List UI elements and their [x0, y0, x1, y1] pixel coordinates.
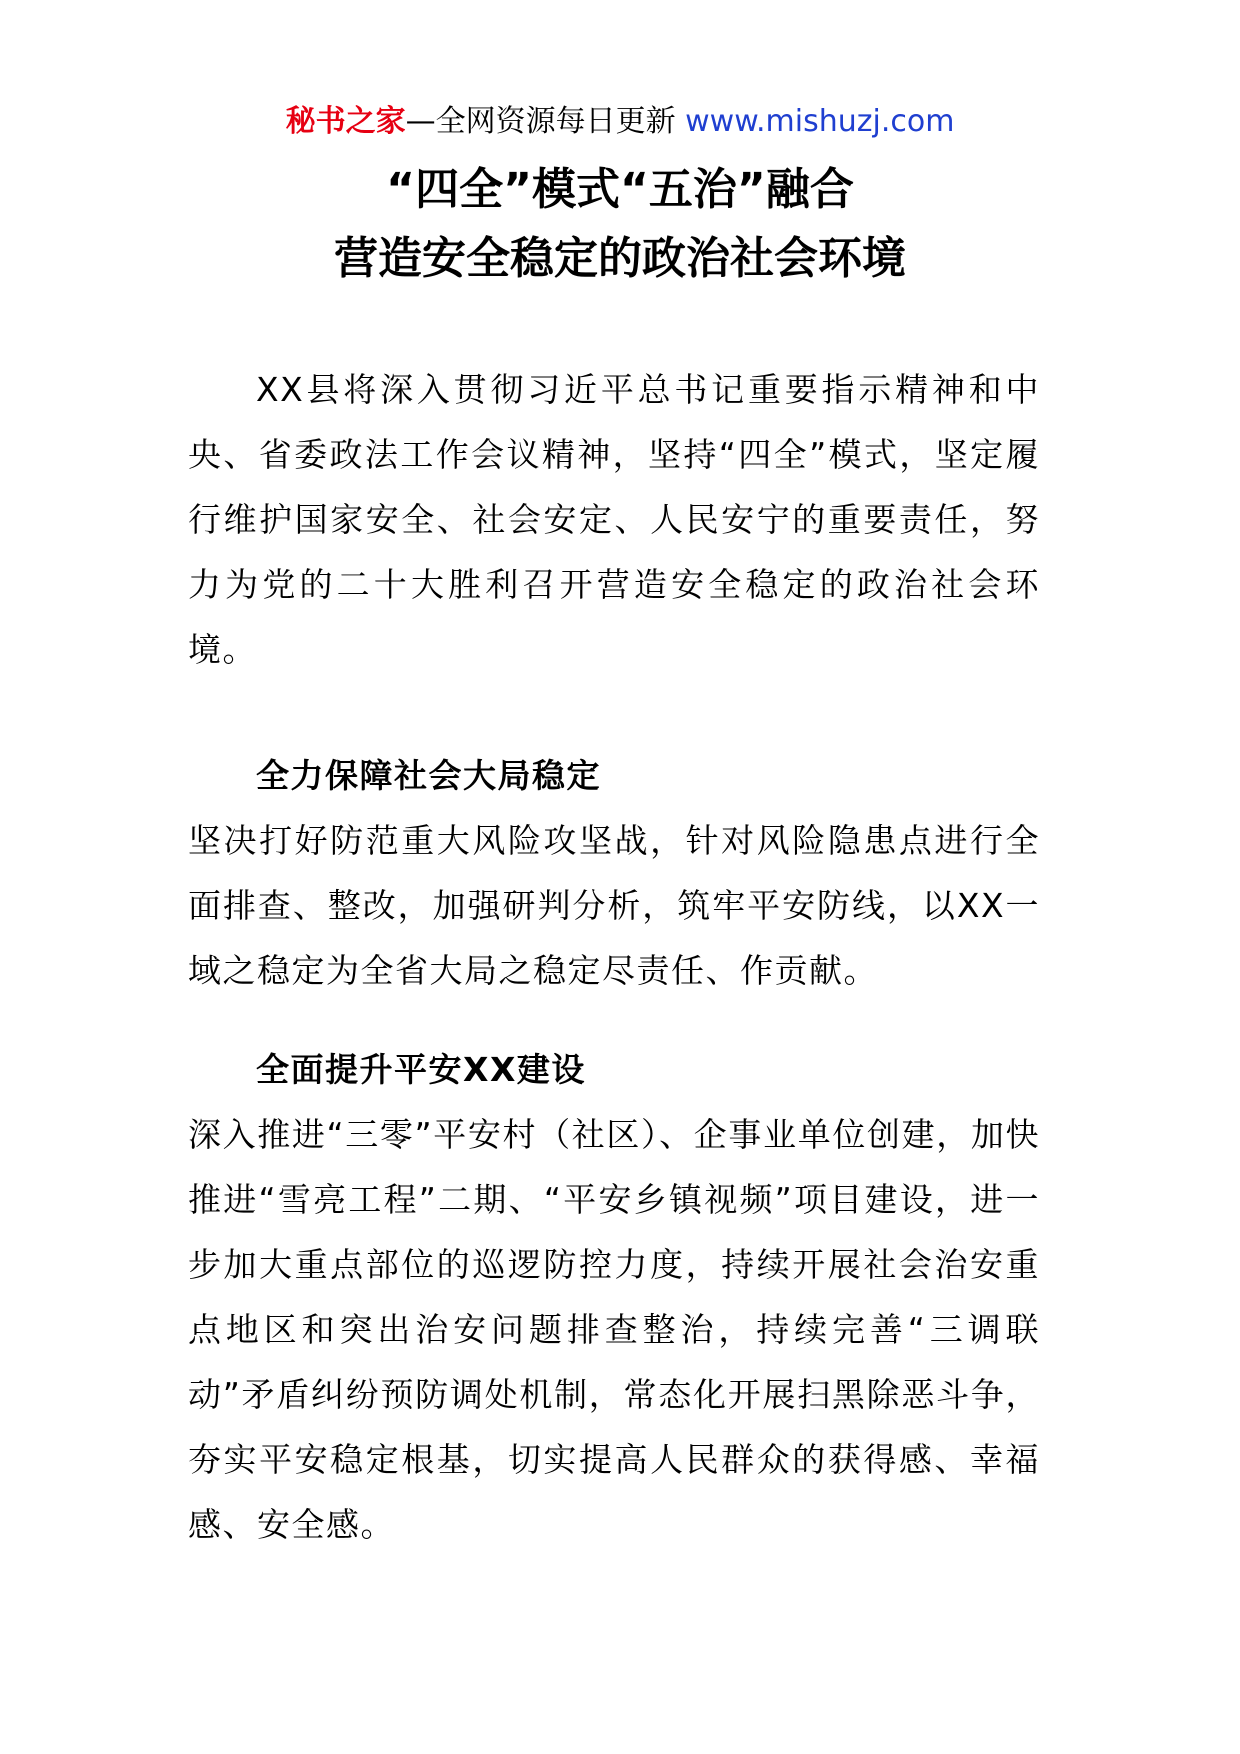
- section-body-2: 深入推进“三零”平安村（社区）、企事业单位创建，加快推进“雪亮工程”二期、“平安乡镇视频”项目建设，进一步加大重点部位的巡逻防控力度，持续开展社会治安重点地区和突出治安问题排查整治，持续完善“三调联动”矛盾纠纷预防调处机制，常态化开展扫黑除恶斗争，夯实平安稳定根基，切实提高人民群众的获得感、幸福感、安全感。: [188, 1115, 1040, 1544]
- document-title-line-2: 营造安全稳定的政治社会环境: [334, 233, 906, 284]
- intro-paragraph: XX县将深入贯彻习近平总书记重要指示精神和中央、省委政法工作会议精神，坚持“四全”模式，坚定履行维护国家安全、社会安定、人民安宁的重要责任，努力为党的二十大胜利召开营造安全稳定的政治社会环境。: [188, 370, 1040, 669]
- site-url-link[interactable]: www.mishuzj.com: [685, 104, 955, 139]
- section-heading-1: 全力保障社会大局稳定: [256, 756, 601, 795]
- site-banner: [0, 102, 1240, 142]
- section-body-1: 坚决打好防范重大风险攻坚战，针对风险隐患点进行全面排查、整改，加强研判分析，筑牢平安防线，以XX一域之稳定为全省大局之稳定尽责任、作贡献。: [188, 821, 1040, 990]
- document-title-line-1: “四全”模式“五治”融合: [386, 164, 854, 215]
- site-brand: 秘书之家: [285, 104, 406, 139]
- section-heading-2: 全面提升平安XX建设: [256, 1050, 586, 1089]
- site-tagline: —全网资源每日更新: [405, 104, 676, 139]
